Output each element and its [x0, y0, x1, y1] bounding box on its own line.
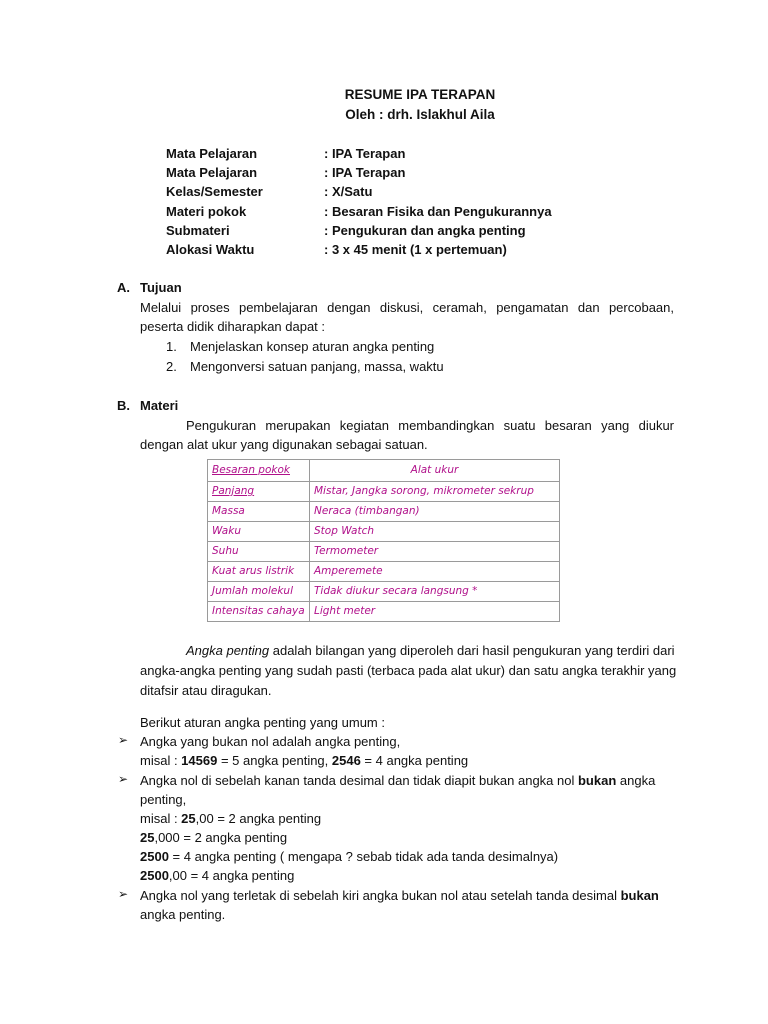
- rule-example: [140, 810, 321, 828]
- section-title: Materi: [140, 398, 179, 413]
- definition-line: angka-angka penting yang sudah pasti (terbaca pada alat ukur) dan satu angka terakhir yang: [140, 663, 677, 678]
- header-value: : 3 x 45 menit (1 x pertemuan): [324, 242, 507, 257]
- header-value: : X/Satu: [324, 184, 373, 199]
- example-number: 2500: [140, 868, 169, 883]
- table-row: [208, 602, 560, 622]
- table-cell: Jumlah molekul: [208, 582, 310, 602]
- header-label: Submateri: [166, 223, 230, 238]
- table-cell: Suhu: [208, 542, 310, 562]
- list-item: [166, 338, 435, 356]
- rule-text-part: angka: [616, 773, 656, 788]
- rule-text: Angka yang bukan nol adalah angka penting,: [140, 734, 401, 749]
- table-row: [208, 502, 560, 522]
- table-cell: Mistar, Jangka sorong, mikrometer sekrup: [310, 482, 560, 502]
- example-prefix: misal :: [140, 811, 182, 826]
- rule-emphasis: bukan: [620, 888, 659, 903]
- table-cell: Stop Watch: [310, 522, 560, 542]
- document-title: RESUME IPA TERAPAN: [344, 87, 496, 102]
- rule-text: [140, 887, 659, 905]
- header-label: Alokasi Waktu: [166, 242, 255, 257]
- definition-line: ditafsir atau diragukan.: [140, 683, 272, 698]
- header-value: : Pengukuran dan angka penting: [324, 223, 526, 238]
- header-label: Materi pokok: [166, 204, 247, 219]
- list-number: 2.: [166, 359, 177, 374]
- header-label: Mata Pelajaran: [166, 146, 258, 161]
- table-cell: Light meter: [310, 602, 560, 622]
- measurement-table: [207, 459, 560, 622]
- example-number: 2500: [140, 849, 169, 864]
- example-prefix: misal :: [140, 753, 182, 768]
- rule-text-part: Angka nol yang terletak di sebelah kiri angka bukan nol atau setelah tanda desimal: [140, 888, 621, 903]
- bullet-arrow-icon: ➢: [118, 733, 129, 747]
- rule-text-part: Angka nol di sebelah kanan tanda desimal dan tidak diapit bukan angka nol: [140, 773, 578, 788]
- example-number: 25: [181, 811, 196, 826]
- example-text: = 4 angka penting: [360, 753, 469, 768]
- header-value: : IPA Terapan: [324, 146, 406, 161]
- table-cell: Termometer: [310, 542, 560, 562]
- table-cell: Panjang: [208, 482, 310, 502]
- table-cell: Tidak diukur secara langsung *: [310, 582, 560, 602]
- list-text: Menjelaskan konsep aturan angka penting: [190, 339, 435, 354]
- list-item: [166, 358, 444, 376]
- example-number: 2546: [331, 753, 361, 768]
- definition-line: [186, 642, 675, 660]
- section-letter: B.: [117, 398, 130, 413]
- bullet-arrow-icon: ➢: [118, 772, 129, 786]
- rule-example: [140, 752, 468, 770]
- rule-emphasis: bukan: [577, 773, 617, 788]
- table-header-cell: Besaran pokok: [208, 460, 310, 482]
- definition-text: adalah bilangan yang diperoleh dari hasil pengukuran yang terdiri dari: [269, 643, 675, 658]
- section-a-heading: [117, 280, 182, 295]
- table-row: [208, 582, 560, 602]
- table-header-row: [208, 460, 560, 482]
- table-row: [208, 482, 560, 502]
- bullet-arrow-icon: ➢: [118, 887, 129, 901]
- rule-example: [140, 848, 558, 866]
- rules-intro: Berikut aturan angka penting yang umum :: [140, 715, 385, 730]
- rule-text: penting,: [140, 792, 187, 807]
- header-value: : Besaran Fisika dan Pengukurannya: [324, 204, 552, 219]
- section-title: Tujuan: [140, 280, 182, 295]
- table-cell: Intensitas cahaya: [208, 602, 310, 622]
- table-cell: Waku: [208, 522, 310, 542]
- rule-text: [140, 772, 655, 790]
- table-cell: Kuat arus listrik: [208, 562, 310, 582]
- example-text: ,000 = 2 angka penting: [154, 830, 288, 845]
- rule-example: [140, 829, 287, 847]
- section-b-intro: Pengukuran merupakan kegiatan membandingkan suatu besaran yang diukur dengan alat ukur yang digunakan sebagai satuan.: [140, 418, 674, 452]
- table-row: [208, 522, 560, 542]
- table-cell: Massa: [208, 502, 310, 522]
- example-number: 25: [140, 830, 155, 845]
- document-author: Oleh : drh. Islakhul Aila: [345, 107, 495, 122]
- header-label: Kelas/Semester: [166, 184, 263, 199]
- list-text: Mengonversi satuan panjang, massa, waktu: [190, 359, 444, 374]
- header-value: : IPA Terapan: [324, 165, 406, 180]
- table-row: [208, 542, 560, 562]
- example-text: = 5 angka penting,: [217, 753, 332, 768]
- definition-term: Angka penting: [186, 643, 270, 658]
- table-row: [208, 562, 560, 582]
- example-text: ,00 = 2 angka penting: [195, 811, 322, 826]
- rule-example: [140, 867, 294, 885]
- example-number: 14569: [181, 753, 218, 768]
- example-text: = 4 angka penting ( mengapa ? sebab tidak ada tanda desimalnya): [168, 849, 559, 864]
- rule-text: angka penting.: [140, 907, 226, 922]
- example-text: ,00 = 4 angka penting: [168, 868, 295, 883]
- list-number: 1.: [166, 339, 177, 354]
- table-cell: Neraca (timbangan): [310, 502, 560, 522]
- header-label: Mata Pelajaran: [166, 165, 258, 180]
- table-cell: Amperemete: [310, 562, 560, 582]
- section-b-heading: [117, 398, 179, 413]
- section-a-intro: Melalui proses pembelajaran dengan diskusi, ceramah, pengamatan dan percobaan, peserta didik diharapkan dapat :: [140, 300, 674, 334]
- section-letter: A.: [117, 280, 130, 295]
- table-header-cell: Alat ukur: [310, 460, 560, 482]
